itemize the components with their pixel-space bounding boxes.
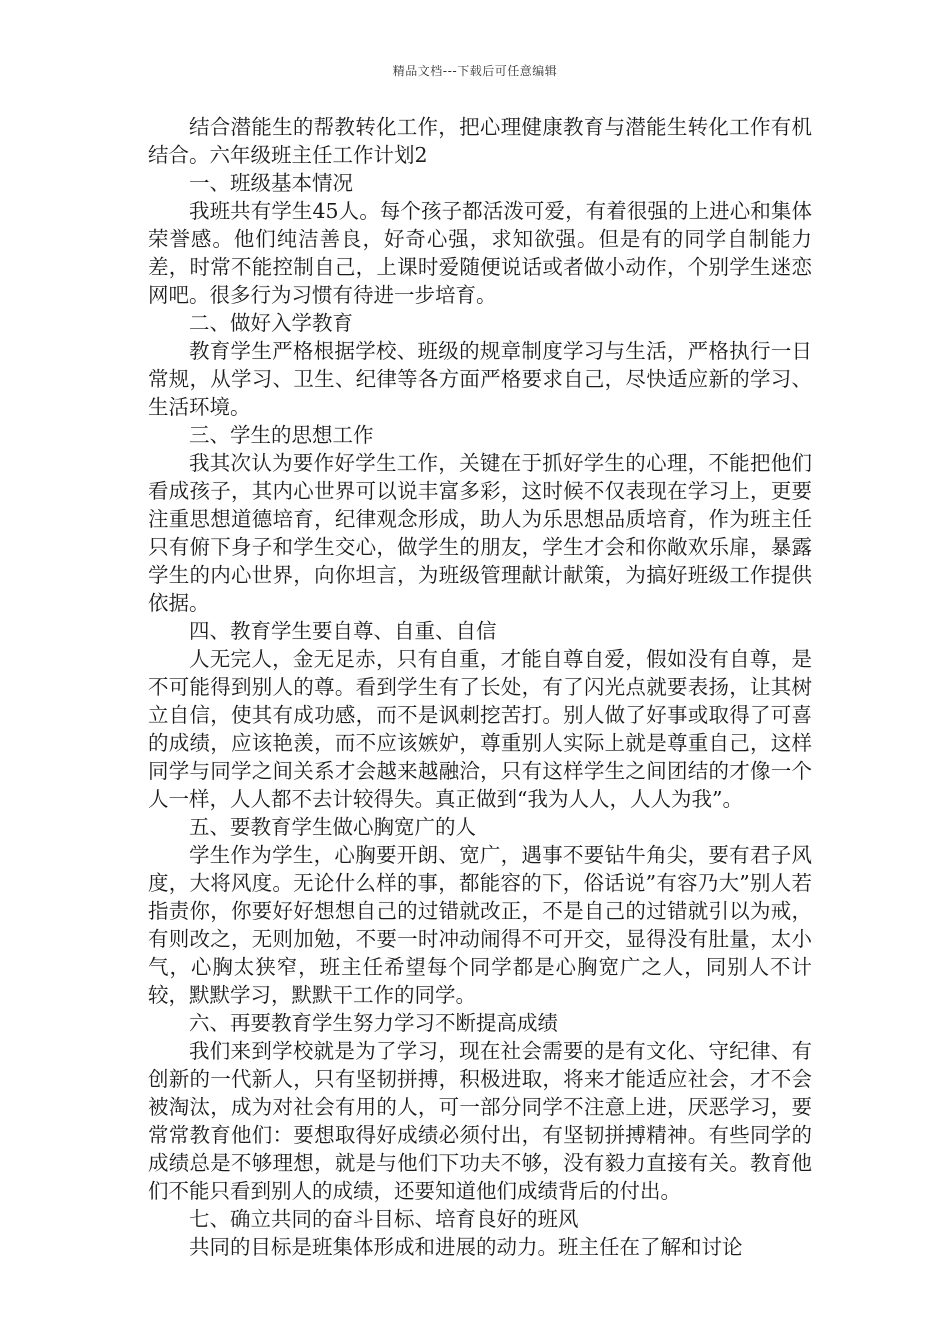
paragraph: 结合潜能生的帮教转化工作，把心理健康教育与潜能生转化工作有机结合。六年级班主任工作计划2	[148, 115, 812, 167]
section-heading-3: 三、学生的思想工作	[189, 423, 374, 447]
paragraph: 我班共有学生45人。每个孩子都活泼可爱，有着很强的上进心和集体荣誉感。他们纯洁善良，好奇心强，求知欲强。但是有的同学自制能力差，时常不能控制自己，上课时爱随便说话或者做小动作，个别学生迷恋网吧。很多行为习惯有待进一步培育。	[148, 199, 812, 307]
section-heading-1: 一、班级基本情况	[189, 171, 353, 195]
section-heading-6: 六、再要教育学生努力学习不断提高成绩	[189, 1011, 558, 1035]
page-header: 精品文档---下载后可任意编辑	[392, 64, 558, 78]
paragraph: 共同的目标是班集体形成和进展的动力。班主任在了解和讨论	[189, 1235, 743, 1259]
paragraph: 教育学生严格根据学校、班级的规章制度学习与生活，严格执行一日常规，从学习、卫生、纪律等各方面严格要求自己，尽快适应新的学习、生活环境。	[148, 339, 812, 419]
section-heading-4: 四、教育学生要自尊、自重、自信	[189, 619, 497, 643]
paragraph: 人无完人，金无足赤，只有自重，才能自尊自爱，假如没有自尊，是不可能得到别人的尊。看到学生有了长处，有了闪光点就要表扬，让其树立自信，使其有成功感，而不是讽刺挖苦打。别人做了好事或取得了可喜的成绩，应该艳羡，而不应该嫉妒，尊重别人实际上就是尊重自己，这样同学与同学之间关系才会越来越融洽，只有这样学生之间团结的才像一个人一样，人人都不去计较得失。真正做到“我为人人，人人为我”。	[148, 647, 812, 811]
paragraph: 学生作为学生，心胸要开朗、宽广，遇事不要钻牛角尖，要有君子风度，大将风度。无论什么样的事，都能容的下，俗话说”有容乃大”别人若指责你，你要好好想想自己的过错就改正，不是自己的过错就引以为戒，有则改之，无则加勉，不要一时冲动闹得不可开交，显得没有肚量，太小气，心胸太狭窄，班主任希望每个同学都是心胸宽广之人，同别人不计较，默默学习，默默干工作的同学。	[148, 843, 812, 1007]
section-heading-7: 七、确立共同的奋斗目标、培育良好的班风	[189, 1207, 579, 1231]
section-heading-2: 二、做好入学教育	[189, 311, 353, 335]
section-heading-5: 五、要教育学生做心胸宽广的人	[189, 815, 476, 839]
paragraph: 我其次认为要作好学生工作，关键在于抓好学生的心理，不能把他们看成孩子，其内心世界可以说丰富多彩，这时候不仅表现在学习上，更要注重思想道德培育，纪律观念形成，助人为乐思想品质培育，作为班主任只有俯下身子和学生交心，做学生的朋友，学生才会和你敞欢乐扉，暴露学生的内心世界，向你坦言，为班级管理献计献策，为搞好班级工作提供依据。	[148, 451, 812, 615]
paragraph: 我们来到学校就是为了学习，现在社会需要的是有文化、守纪律、有创新的一代新人，只有坚韧拼搏，积极进取，将来才能适应社会，才不会被淘汰，成为对社会有用的人，可一部分同学不注意上进，厌恶学习，要常常教育他们：要想取得好成绩必须付出，有坚韧拼搏精神。有些同学的成绩总是不够理想，就是与他们下功夫不够，没有毅力直接有关。教育他们不能只看到别人的成绩，还要知道他们成绩背后的付出。	[148, 1039, 812, 1203]
document-body	[148, 113, 812, 1261]
